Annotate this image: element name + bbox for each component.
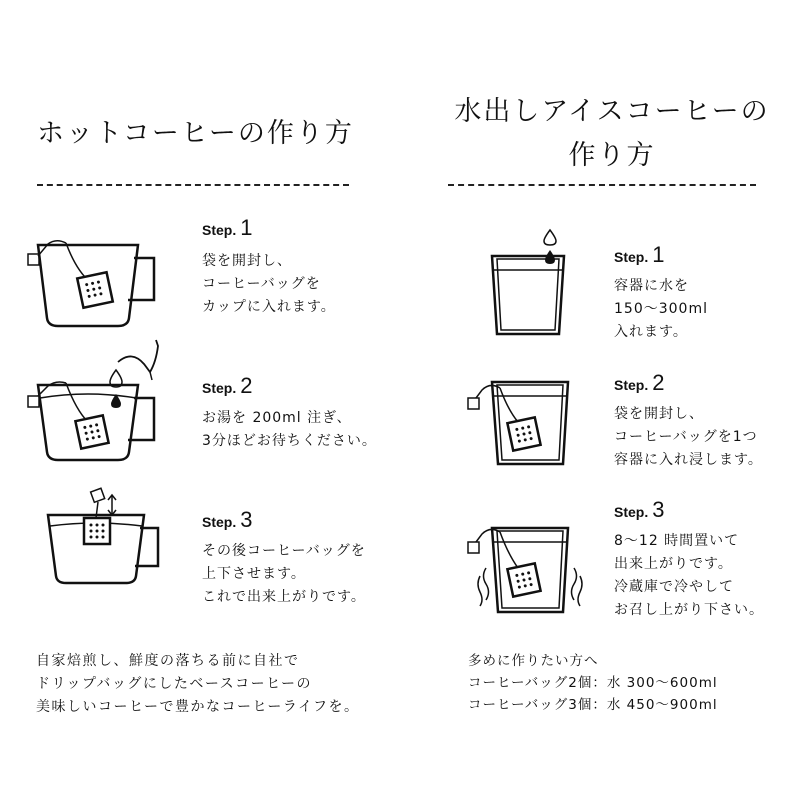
hot-step-2-label: Step. 2: [202, 373, 253, 398]
ice-title: 水出しアイスコーヒーの 作り方: [454, 96, 770, 171]
ice-step-1-label: Step. 1: [614, 242, 665, 267]
ice-step-3-text: 8～12 時間置いて 出来上がりです。 冷蔵庫で冷やして お召し上がり下さい。: [614, 533, 764, 618]
hot-title: ホットコーヒーの作り方: [37, 118, 354, 149]
cold-glass-with-bag-icon: [466, 520, 586, 620]
hot-step-3-text: その後コーヒーバッグを 上下させます。 これで出来上がりです。: [202, 543, 366, 605]
hot-step-1-text: 袋を開封し、 コーヒーバッグを カップに入れます。: [202, 253, 336, 315]
ice-step-2-label: Step. 2: [614, 370, 665, 395]
coffee-bag-icon: [468, 385, 541, 450]
ice-note: 多めに作りたい方へ コーヒーバッグ2個：水 300～600ml コーヒーバッグ3個：水 450～900ml: [468, 653, 718, 713]
ice-step-3-label: Step. 3: [614, 497, 665, 522]
glass-icon: [488, 222, 568, 342]
water-drop-icon: [544, 230, 556, 245]
hot-note: 自家焙煎し、鮮度の落ちる前に自社で ドリップバッグにしたベースコーヒーの 美味しいコーヒーで豊かなコーヒーライフを。: [36, 653, 360, 715]
hot-divider: [37, 184, 349, 186]
kettle-icon: [118, 340, 158, 380]
hot-step-2-text: お湯を 200ml 注ぎ、 3分ほどお待ちください。: [202, 410, 377, 449]
mug-lifting-bag-icon: [40, 490, 170, 585]
mug-with-water-icon: [28, 340, 168, 465]
up-down-arrow-icon: [108, 495, 116, 515]
ice-divider: [448, 184, 756, 186]
hot-step-1-label: Step. 1: [202, 215, 253, 240]
glass-with-bag-icon: [466, 380, 576, 470]
hot-step-3-label: Step. 3: [202, 507, 253, 532]
mug-icon: [28, 230, 168, 330]
ice-step-2-text: 袋を開封し、 コーヒーバッグを1つ 容器に入れ浸します。: [614, 406, 763, 468]
ice-step-1-text: 容器に水を 150～300ml 入れます。: [614, 278, 708, 340]
